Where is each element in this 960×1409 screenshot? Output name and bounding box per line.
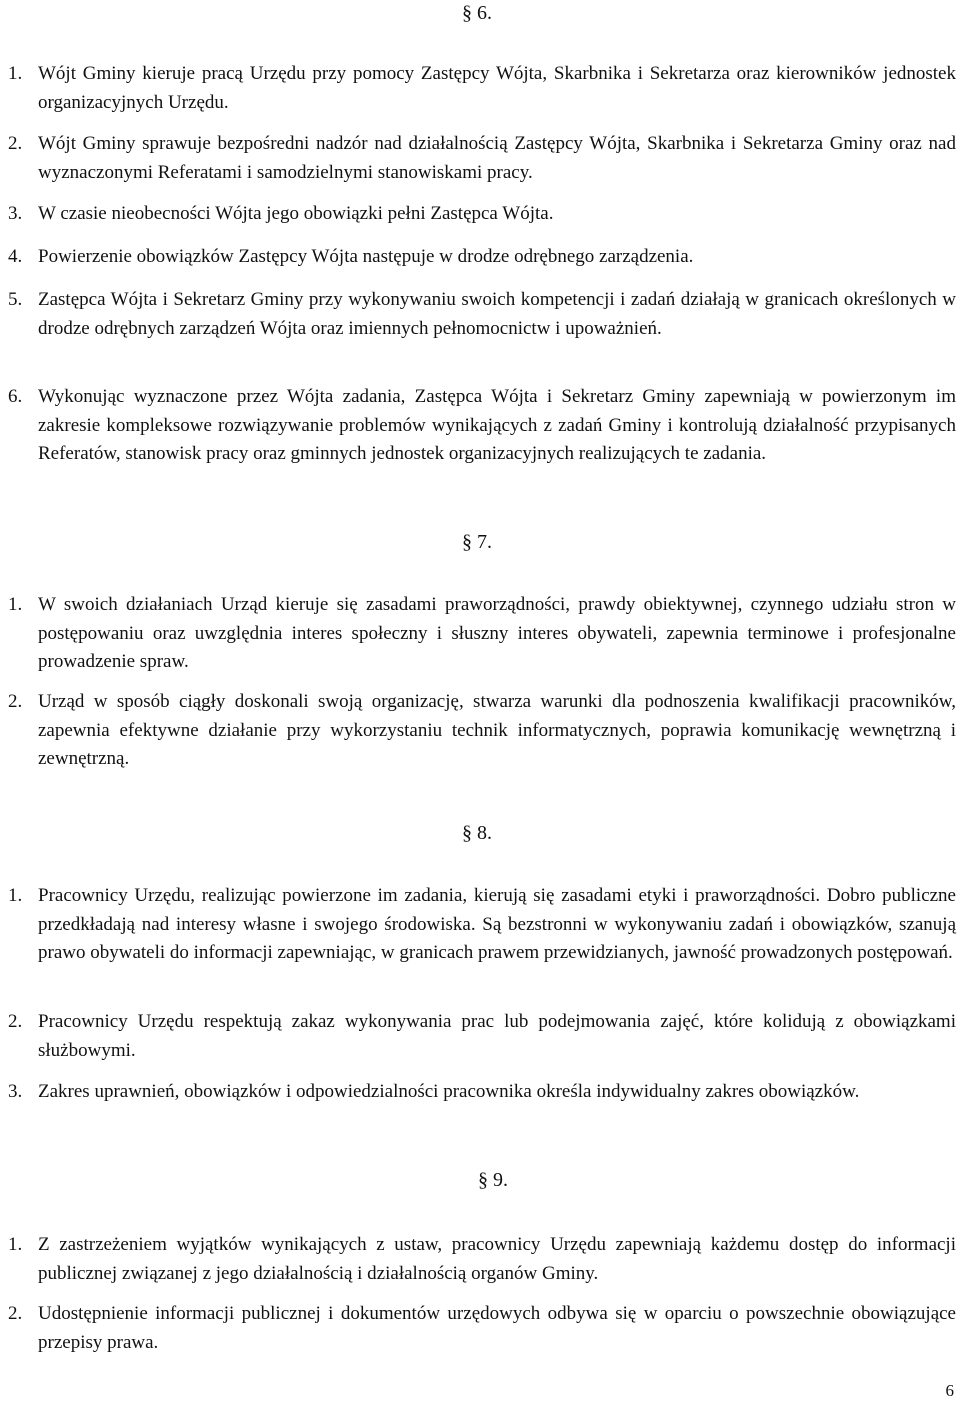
item-number: 2. [8,1011,23,1032]
list-item [8,383,956,469]
item-text: Wójt Gminy sprawuje bezpośredni nadzór nad działalnością Zastępcy Wójta, Skarbnika i Sekretarza Gminy oraz nad wyznaczonymi Referatami i samodzielnymi stanowiskami pracy. [38,133,956,183]
item-number: 4. [8,246,23,267]
section-heading-7: § 7. [462,531,492,553]
item-number: 2. [8,133,23,154]
item-text: Zakres uprawnień, obowiązków i odpowiedzialności pracownika określa indywidualny zakres obowiązków. [38,1081,860,1102]
item-text: Udostępnienie informacji publicznej i dokumentów urzędowych odbywa się w oparciu o powszechnie obowiązujące przepisy prawa. [38,1303,956,1353]
item-number: 6. [8,386,23,407]
item-text: W czasie nieobecności Wójta jego obowiązki pełni Zastępca Wójta. [38,203,554,224]
item-number: 3. [8,203,23,224]
item-number: 1. [8,885,23,906]
list-item [8,882,956,968]
item-text: Wykonując wyznaczone przez Wójta zadania, Zastępca Wójta i Sekretarz Gminy zapewniają w powierzonym im zakresie kompleksowe rozwiązywanie problemów wynikających z zadań Gminy i kontrolują działalność przypisanych Referatów, stanowisk pracy oraz gminnych jednostek organizacyjnych realizujących te zadania. [38,386,956,464]
item-number: 5. [8,289,23,310]
list-item [8,1008,956,1065]
item-text: Z zastrzeżeniem wyjątków wynikających z ustaw, pracownicy Urzędu zapewniają każdemu dostęp do informacji publicznej związanej z jego działalnością i działalnością organów Gminy. [38,1234,956,1284]
list-item [8,591,956,677]
list-item [8,286,956,343]
item-number: 2. [8,691,23,712]
page-number: 6 [945,1381,954,1400]
list-item [8,1231,956,1288]
item-number: 1. [8,63,23,84]
list-item [8,1078,956,1107]
list-item [8,130,956,187]
list-item [8,688,956,774]
item-number: 1. [8,594,23,615]
section-heading-6: § 6. [462,2,492,24]
list-item [8,200,956,229]
item-text: Zastępca Wójta i Sekretarz Gminy przy wykonywaniu swoich kompetencji i zadań działają w granicach określonych w drodze odrębnych zarządzeń Wójta oraz imiennych pełnomocnictw i upoważnień. [38,289,956,339]
item-text: Pracownicy Urzędu, realizując powierzone im zadania, kierują się zasadami etyki i praworządności. Dobro publiczne przedkładają nad interesy własne i swojego środowiska. Są bezstronni w wykonywaniu zadań i obowiązków, szanują prawo obywateli do informacji zapewniając, w granicach prawem przewidzianych, jawność prowadzonych postępowań. [38,885,956,963]
section-heading-9: § 9. [478,1169,508,1191]
item-text: Powierzenie obowiązków Zastępcy Wójta następuje w drodze odrębnego zarządzenia. [38,246,694,267]
item-number: 3. [8,1081,23,1102]
item-text: Urząd w sposób ciągły doskonali swoją organizację, stwarza warunki dla podnoszenia kwalifikacji pracowników, zapewnia efektywne działanie przy wykorzystaniu technik informatycznych, poprawia komunikację wewnętrzną i zewnętrzną. [38,691,956,769]
item-text: Pracownicy Urzędu respektują zakaz wykonywania prac lub podejmowania zajęć, które kolidują z obowiązkami służbowymi. [38,1011,956,1061]
list-item [8,1300,956,1357]
item-text: W swoich działaniach Urząd kieruje się zasadami praworządności, prawdy obiektywnej, czynnego udziału stron w postępowaniu oraz uwzględnia interes społeczny i słuszny interes obywateli, zapewnia terminowe i profesjonalne prowadzenie spraw. [38,594,956,672]
item-number: 2. [8,1303,23,1324]
section-heading-8: § 8. [462,822,492,844]
list-item [8,60,956,117]
list-item [8,243,956,272]
item-text: Wójt Gminy kieruje pracą Urzędu przy pomocy Zastępcy Wójta, Skarbnika i Sekretarza oraz kierowników jednostek organizacyjnych Urzędu. [38,63,956,113]
item-number: 1. [8,1234,23,1255]
